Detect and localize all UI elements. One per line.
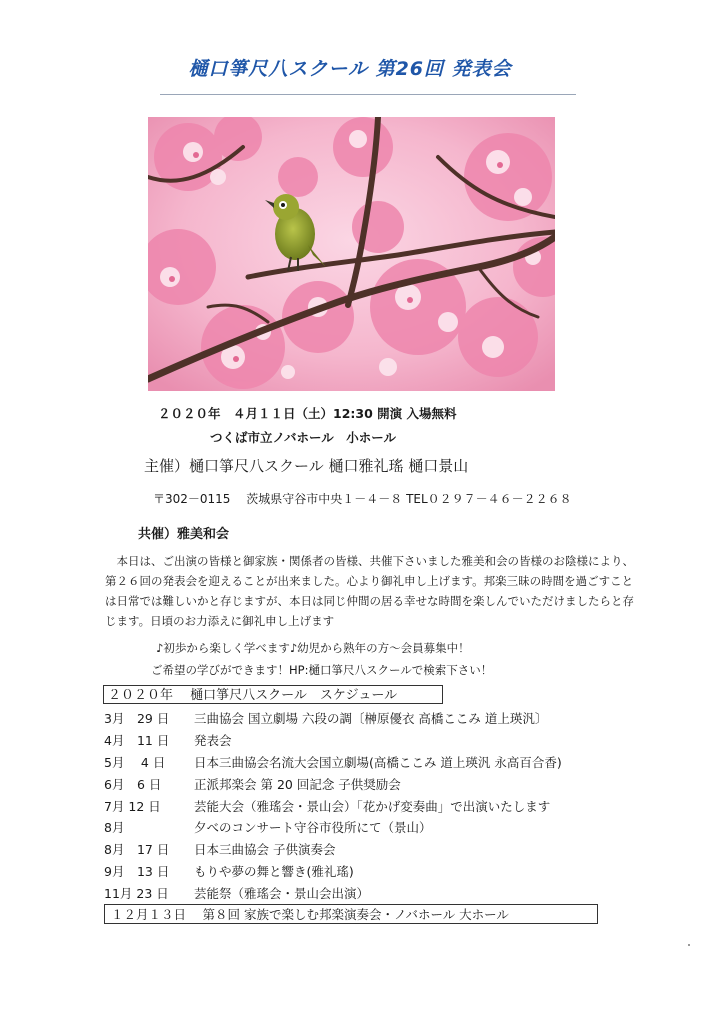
schedule-event: 日本三曲協会名流大会国立劇場(高橋ここみ 道上瑛汎 永高百合香) (194, 754, 562, 770)
schedule-date: 8月 17 日 (104, 842, 170, 858)
schedule-date: 11月 23 日 (104, 886, 169, 902)
schedule-row (104, 708, 664, 730)
schedule-date: 3月 29 日 (104, 711, 170, 726)
schedule-row (104, 817, 664, 839)
cosponsor: 共催）雅美和会 (138, 527, 230, 542)
schedule-header: ２０２０年 樋口箏尺八スクール スケジュール (103, 685, 443, 704)
schedule-event: 芸能祭（雅瑤会・景山会出演） (194, 886, 370, 902)
promo-line-1: ♪初歩から楽しく学べます♪幼児から熟年の方～会員募集中！ (156, 641, 470, 655)
event-venue: つくば市立ノバホール 小ホール (210, 430, 397, 445)
schedule-date: 6月 6 日 (104, 776, 162, 792)
schedule-event: 三曲協会 国立劇場 六段の調〔榊原優衣 高橋ここみ 道上瑛汎〕 (194, 711, 548, 726)
schedule-row (104, 752, 664, 774)
schedule-row (104, 883, 664, 905)
title-divider (160, 94, 576, 95)
schedule-row (104, 774, 664, 796)
schedule-list (104, 708, 664, 905)
schedule-event: 芸能大会（雅瑤会・景山会）「花かげ変奏曲」で出演いたします (194, 798, 551, 814)
greeting-message (105, 551, 635, 631)
schedule-row (104, 839, 664, 861)
promo-line-2: ご希望の学びができます！HP:樋口箏尺八スクールで検索下さい！ (151, 663, 493, 677)
schedule-date: 9月 13 日 (104, 864, 170, 880)
page-title: 樋口箏尺八スクール 第26回 発表会 (188, 58, 512, 80)
schedule-row (104, 861, 664, 883)
schedule-event: 夕べのコンサート守谷市役所にて（景山） (194, 820, 432, 836)
cherry-blossom-photo (148, 117, 555, 391)
schedule-footer: １２月１３日 第８回 家族で楽しむ邦楽演奏会・ノバホール 大ホール (104, 904, 598, 924)
schedule-event: もりや夢の舞と響き(雅礼瑤) (194, 864, 354, 880)
schedule-row (104, 796, 664, 818)
schedule-event: 正派邦楽会 第 20 回記念 子供奨励会 (194, 776, 401, 792)
schedule-event: 発表会 (194, 732, 232, 748)
schedule-row (104, 730, 664, 752)
schedule-date: 4月 11 日 (104, 732, 170, 748)
organizer: 主催）樋口箏尺八スクール 樋口雅礼瑤 樋口景山 (144, 457, 469, 475)
schedule-date: 7月 12 日 (104, 798, 161, 814)
schedule-date: 5月 4 日 (104, 754, 166, 770)
schedule-event: 日本三曲協会 子供演奏会 (194, 842, 336, 858)
bird-on-cherry-blossom-photo (148, 117, 555, 391)
address: 〒302－0115 茨城県守谷市中央１－４－８ TEL０２９７－４６－２２６８ (153, 492, 572, 506)
scan-speck (688, 944, 690, 946)
greeting-body: 本日は、ご出演の皆様と御家族・関係者の皆様、共催下さいました雅美和会の皆様のお陰様により、第２６回の発表会を迎えることが出来ました。心より御礼申し上げます。邦楽三昧の時間を過ごすことは日常では難しいかと存じますが、本日は同じ仲間の居る幸せな時間を楽しんでいただけましたらと存じます。日頃のお力添えに御礼申し上げます (105, 554, 634, 628)
schedule-date: 8月 (104, 820, 125, 836)
event-date-time: ２０２０年 ４月１１日（土）12:30 開演 入場無料 (158, 406, 457, 421)
